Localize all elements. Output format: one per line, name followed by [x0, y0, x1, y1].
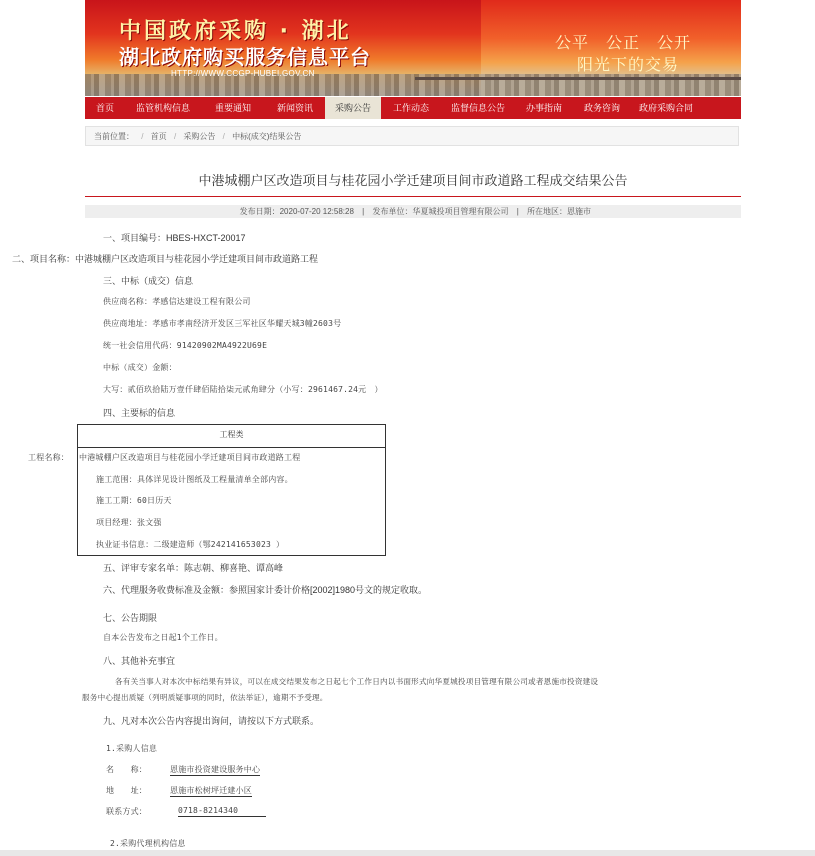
- breadcrumb-prefix: 当前位置：: [94, 132, 134, 141]
- publisher: 发布单位：华夏城投项目管理有限公司: [372, 207, 509, 216]
- section-period: 七、公告期限: [103, 613, 158, 623]
- breadcrumb-home[interactable]: 首页: [150, 132, 167, 141]
- agency-fee: 六、代理服务收费标准及金额：参照国家计委计价格[2002]1980号文的规定收取。: [103, 585, 428, 595]
- award-amount-label: 中标（成交）金额：: [103, 363, 177, 372]
- site-url: HTTP://WWW.CCGP-HUBEI.GOV.CN: [171, 69, 315, 78]
- nav-item-notices[interactable]: 重要通知: [214, 103, 251, 113]
- table-manager: 项目经理：张文强: [96, 518, 162, 527]
- article-meta: [85, 205, 741, 218]
- breadcrumb: [85, 126, 739, 146]
- breadcrumb-separator: /: [173, 132, 177, 141]
- purchaser-phone: 0718-8214340: [178, 806, 266, 815]
- nav-item-home[interactable]: 首页: [95, 103, 114, 113]
- slogan-line2: 阳光下的交易: [577, 57, 680, 74]
- nav-item-work-updates[interactable]: 工作动态: [392, 103, 429, 113]
- title-divider: [85, 196, 741, 197]
- breadcrumb-separator: /: [141, 132, 144, 141]
- nav-item-procurement[interactable]: 采购公告: [325, 97, 381, 119]
- table-divider: [78, 447, 385, 448]
- nav-item-news[interactable]: 新闻资讯: [276, 103, 313, 113]
- banner-bridge: [415, 77, 741, 80]
- purchaser-name-label: 名 称：: [106, 765, 147, 774]
- nav-item-guide[interactable]: 办事指南: [525, 103, 562, 113]
- purchaser-address: 恩施市松树坪迁建小区: [170, 786, 252, 795]
- supplement-text-2: 服务中心提出质疑（列明质疑事项的同时，依法举证），逾期不予受理。: [82, 693, 328, 702]
- nav-item-supervision[interactable]: 监督信息公告: [450, 103, 505, 113]
- nav-item-contracts[interactable]: 政府采购合同: [638, 103, 693, 113]
- table-scope: 施工范围：具体详见设计图纸及工程量清单全部内容。: [96, 475, 293, 484]
- award-amount: 大写：贰佰玖拾陆万壹仟肆佰陆拾柒元贰角肆分（小写：2961467.24元 ）: [103, 385, 383, 394]
- nav-item-consult[interactable]: 政务咨询: [583, 103, 620, 113]
- nav-item-regulators[interactable]: 监管机构信息: [135, 103, 190, 113]
- purchaser-name: 恩施市投资建设服务中心: [170, 765, 261, 774]
- section-supplement: 八、其他补充事宜: [103, 656, 176, 666]
- page-title: 中港城棚户区改造项目与桂花园小学迁建项目间市政道路工程成交结果公告: [198, 173, 628, 188]
- project-number: 一、项目编号：HBES-HXCT-20017: [103, 233, 246, 243]
- site-subtitle: 湖北政府购买服务信息平台: [119, 45, 371, 69]
- meta-separator: |: [362, 207, 365, 216]
- table-cert: 执业证书信息：二级建造师（鄂242141653023 ）: [96, 540, 285, 549]
- breadcrumb-procurement[interactable]: 采购公告: [183, 132, 216, 141]
- site-title: 中国政府采购 · 湖北: [119, 19, 352, 44]
- main-nav: [85, 97, 741, 119]
- header-banner: [85, 0, 741, 96]
- breadcrumb-current: 中标(成交)结果公告: [232, 132, 302, 141]
- supplement-text-1: 各有关当事人对本次中标结果有异议，可以在成交结果发布之日起七个工作日内以书面形式向华夏城投项目管理有限公司或者恩施市投资建设: [115, 677, 599, 686]
- supplier-address: 供应商地址：孝感市孝南经济开发区三军社区华耀天城3幢2603号: [103, 319, 342, 328]
- subject-table: [77, 424, 386, 556]
- slogan-line1: 公平 公正 公开: [555, 35, 692, 52]
- table-period: 施工工期：60日历天: [96, 496, 172, 505]
- purchaser-title: 1.采购人信息: [106, 744, 158, 753]
- project-name: 二、项目名称：中港城棚户区改造项目与桂花园小学迁建项目间市政道路工程: [12, 254, 319, 264]
- region: 所在地区：恩施市: [527, 207, 591, 216]
- meta-separator: |: [516, 207, 519, 216]
- purchaser-phone-label: 联系方式：: [106, 807, 147, 816]
- window-bottom-bar: [0, 850, 815, 856]
- publish-date: 发布日期：2020-07-20 12:58:28: [239, 207, 354, 216]
- table-row-label: 工程名称：: [28, 453, 69, 462]
- table-header: 工程类: [219, 430, 244, 439]
- table-project-name: 中港城棚户区改造项目与桂花园小学迁建项目间市政道路工程: [79, 453, 301, 462]
- credit-code: 统一社会信用代码：91420902MA4922U69E: [103, 341, 268, 350]
- section-subject-info: 四、主要标的信息: [103, 408, 176, 418]
- purchaser-address-label: 地 址：: [106, 786, 147, 795]
- section-contact: 九、凡对本次公告内容提出询问，请按以下方式联系。: [103, 716, 320, 726]
- breadcrumb-separator: /: [222, 132, 225, 141]
- section-award-info: 三、中标（成交）信息: [103, 276, 194, 286]
- expert-list: 五、评审专家名单：陈志朝、柳喜艳、谭高峰: [103, 563, 284, 573]
- period-text: 自本公告发布之日起1个工作日。: [103, 633, 223, 642]
- supplier-name: 供应商名称：孝感信达建设工程有限公司: [103, 297, 251, 306]
- agency-title: 2.采购代理机构信息: [110, 839, 186, 848]
